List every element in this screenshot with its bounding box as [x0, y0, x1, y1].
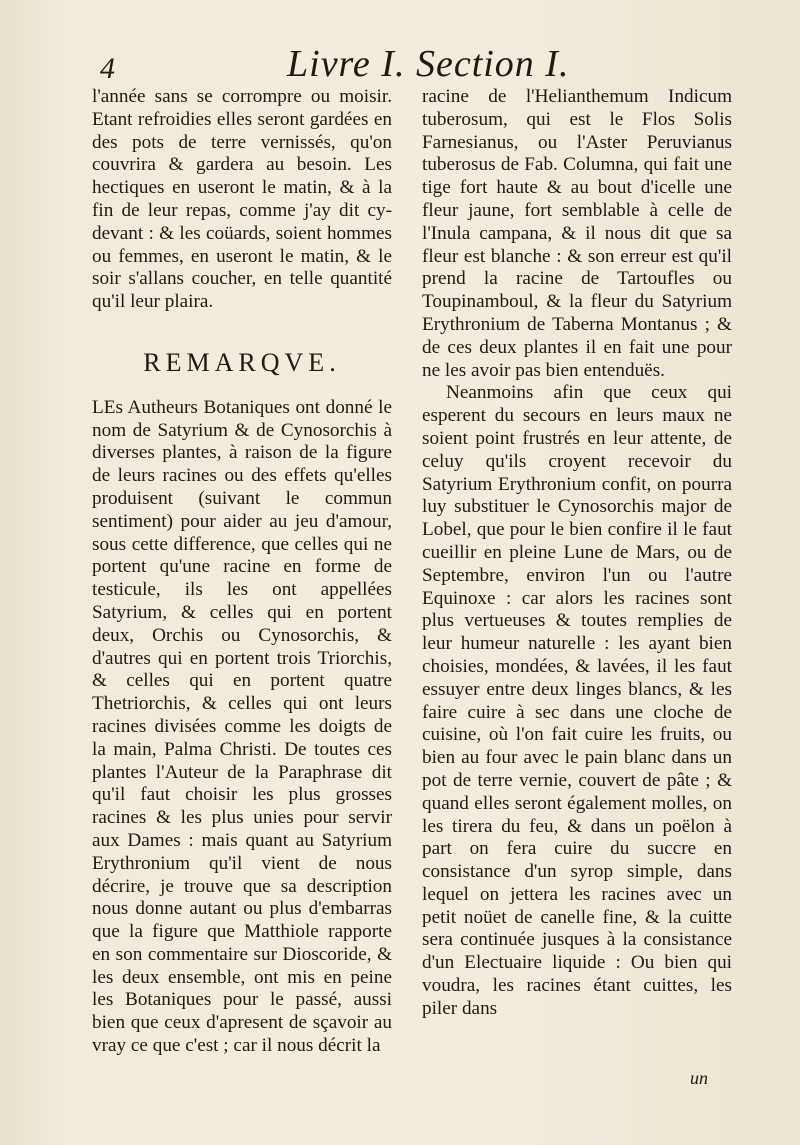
left-paragraph-1: l'année sans se corrompre ou moisir. Etant refroidies elles seront gardées en des pots de terre vernissés, qu'on couvrira & gardera au besoin. Les hectiques en useront le matin, & à la fin de leur repas, comme j'ay dit cy-devant : & les coüards, soient hommes ou femmes, en useront le matin, & le soir s'allans coucher, en telle quantité qu'il leur plaira.	[92, 86, 392, 313]
running-head	[0, 38, 800, 88]
running-title: Livre I. Section I.	[287, 43, 570, 85]
left-paragraph-2: LEs Autheurs Botaniques ont donné le nom de Satyrium & de Cynosorchis à diverses plantes, à raison de la figure de leurs racines ou des effets qu'elles produisent (suivant le commun sentiment) pour aider au jeu d'amour, sous cette difference, que celles qui ne portent qu'une racine en forme de testicule, ils les ont appellées Satyrium, & celles qui en portent deux, Orchis ou Cynosorchis, & d'autres qui en portent trois Triorchis, & celles qui en portent quatre Thetriorchis, & celles qui ont leurs racines divisées comme les doigts de la main, Palma Christi. De toutes ces plantes l'Auteur de la Paraphrase dit qu'il faut choisir les plus grosses racines & les plus unies pour servir aux Dames : mais quant au Satyrium Erythronium qu'il vient de nous décrire, je trouve que sa description nous donne autant ou plus d'embarras que la figure que Matthiole rapporte en son commentaire sur Dioscoride, & les deux ensemble, ont mis en peine les Botaniques pour le passé, aussi bien que ceux d'apresent de sçavoir au vray ce que c'est ; car il nous décrit la	[92, 396, 392, 1057]
left-column	[92, 86, 392, 1058]
right-paragraph-1: racine de l'Helianthemum Indicum tuberosum, qui est le Flos Solis Farnesianus, ou l'Aster Peruvianus tuberosus de Fab. Columna, qui fait une tige fort haute & au bout d'icelle une fleur jaune, fort semblable à celle de l'Inula campana, & il nous dit que sa fleur est blanche : & son erreur est qu'il prend la racine de Tartoufles ou Toupinamboul, & la fleur du Satyrium Erythronium de Taberna Montanus ; & de ces deux plantes il en fait une pour ne les avoir pas bien entenduës.	[422, 86, 732, 381]
section-heading: REMARQVE.	[143, 347, 341, 377]
right-column	[422, 86, 732, 1021]
right-paragraph-2: Neanmoins afin que ceux qui esperent du secours en leurs maux ne soient point frustrés en leur attente, de celuy qu'ils croyent recevoir du Satyrium Erythronium confit, on pourra luy substituer le Cynosorchis major de Lobel, que pour le bien confire il le faut cueillir en pleine Lune de Mars, ou de Septembre, environ l'un ou l'autre Equinoxe : car alors les racines sont plus vertueuses & toutes remplies de leur humeur naturelle : les ayant bien choisies, mondées, & lavées, il les faut essuyer entre deux linges blancs, & les faire cuire à sec dans une cloche de cuisine, où l'on fait cuire les fruits, ou bien au four avec le pain blanc dans un pot de terre vernie, couvert de pâte ; & quand elles seront également molles, on les tirera du feu, & dans un poëlon à part on fera cuire du succre en consistance d'un syrop simple, dans lequel on jettera les racines avec un petit noüet de canelle fine, & la cuitte sera continuée jusques à la consistance d'un Electuaire liquide : Ou bien qui voudra, les racines étant cuittes, les piler dans	[422, 382, 732, 1019]
page-number: 4	[100, 52, 115, 85]
catchword: un	[690, 1068, 708, 1088]
